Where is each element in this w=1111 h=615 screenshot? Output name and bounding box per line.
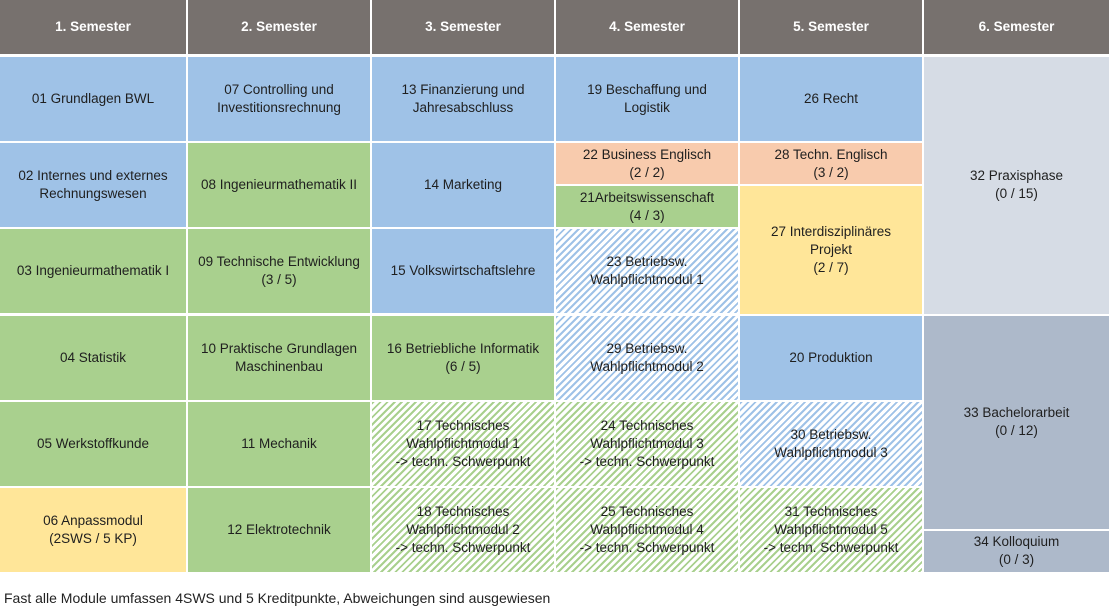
module-04: 04 Statistik	[0, 316, 186, 400]
module-19: 19 Beschaffung und Logistik	[556, 57, 738, 141]
semester-header-1: 1. Semester	[0, 0, 186, 54]
semester-header-5: 5. Semester	[740, 0, 922, 54]
semester-header-6: 6. Semester	[924, 0, 1109, 54]
semester-header-4: 4. Semester	[556, 0, 738, 54]
module-11: 11 Mechanik	[188, 402, 370, 486]
semester-header-3: 3. Semester	[372, 0, 554, 54]
module-13: 13 Finanzierung und Jahresabschluss	[372, 57, 554, 141]
module-27: 27 Interdisziplinäres Projekt (2 / 7)	[740, 186, 922, 313]
module-01: 01 Grundlagen BWL	[0, 57, 186, 141]
module-25: 25 Technisches Wahlpflichtmodul 4 -> techn. Schwerpunkt	[556, 488, 738, 572]
module-02: 02 Internes und externes Rechnungswesen	[0, 143, 186, 227]
module-30: 30 Betriebsw. Wahlpflichtmodul 3	[740, 402, 922, 486]
module-10: 10 Praktische Grundlagen Maschinenbau	[188, 316, 370, 400]
module-14: 14 Marketing	[372, 143, 554, 227]
module-08: 08 Ingenieurmathematik II	[188, 143, 370, 227]
module-21: 21Arbeitswissenschaft (4 / 3)	[556, 186, 738, 227]
module-17: 17 Technisches Wahlpflichtmodul 1 -> techn. Schwerpunkt	[372, 402, 554, 486]
module-29: 29 Betriebsw. Wahlpflichtmodul 2	[556, 316, 738, 400]
module-07: 07 Controlling und Investitionsrechnung	[188, 57, 370, 141]
module-23: 23 Betriebsw. Wahlpflichtmodul 1	[556, 229, 738, 313]
module-12: 12 Elektrotechnik	[188, 488, 370, 572]
module-28: 28 Techn. Englisch (3 / 2)	[740, 143, 922, 184]
module-20: 20 Produktion	[740, 316, 922, 400]
module-03: 03 Ingenieurmathematik I	[0, 229, 186, 313]
module-18: 18 Technisches Wahlpflichtmodul 2 -> techn. Schwerpunkt	[372, 488, 554, 572]
module-15: 15 Volkswirtschaftslehre	[372, 229, 554, 313]
module-26: 26 Recht	[740, 57, 922, 141]
module-09: 09 Technische Entwicklung (3 / 5)	[188, 229, 370, 313]
module-06: 06 Anpassmodul (2SWS / 5 KP)	[0, 488, 186, 572]
module-22: 22 Business Englisch (2 / 2)	[556, 143, 738, 184]
module-31: 31 Technisches Wahlpflichtmodul 5 -> techn. Schwerpunkt	[740, 488, 922, 572]
module-24: 24 Technisches Wahlpflichtmodul 3 -> techn. Schwerpunkt	[556, 402, 738, 486]
module-16: 16 Betriebliche Informatik (6 / 5)	[372, 316, 554, 400]
semester-header-2: 2. Semester	[188, 0, 370, 54]
module-05: 05 Werkstoffkunde	[0, 402, 186, 486]
module-33: 33 Bachelorarbeit (0 / 12)	[924, 316, 1109, 529]
module-32: 32 Praxisphase (0 / 15)	[924, 57, 1109, 314]
footnote-caption: Fast alle Module umfassen 4SWS und 5 Kreditpunkte, Abweichungen sind ausgewiesen	[4, 590, 551, 606]
module-34: 34 Kolloquium (0 / 3)	[924, 531, 1109, 572]
